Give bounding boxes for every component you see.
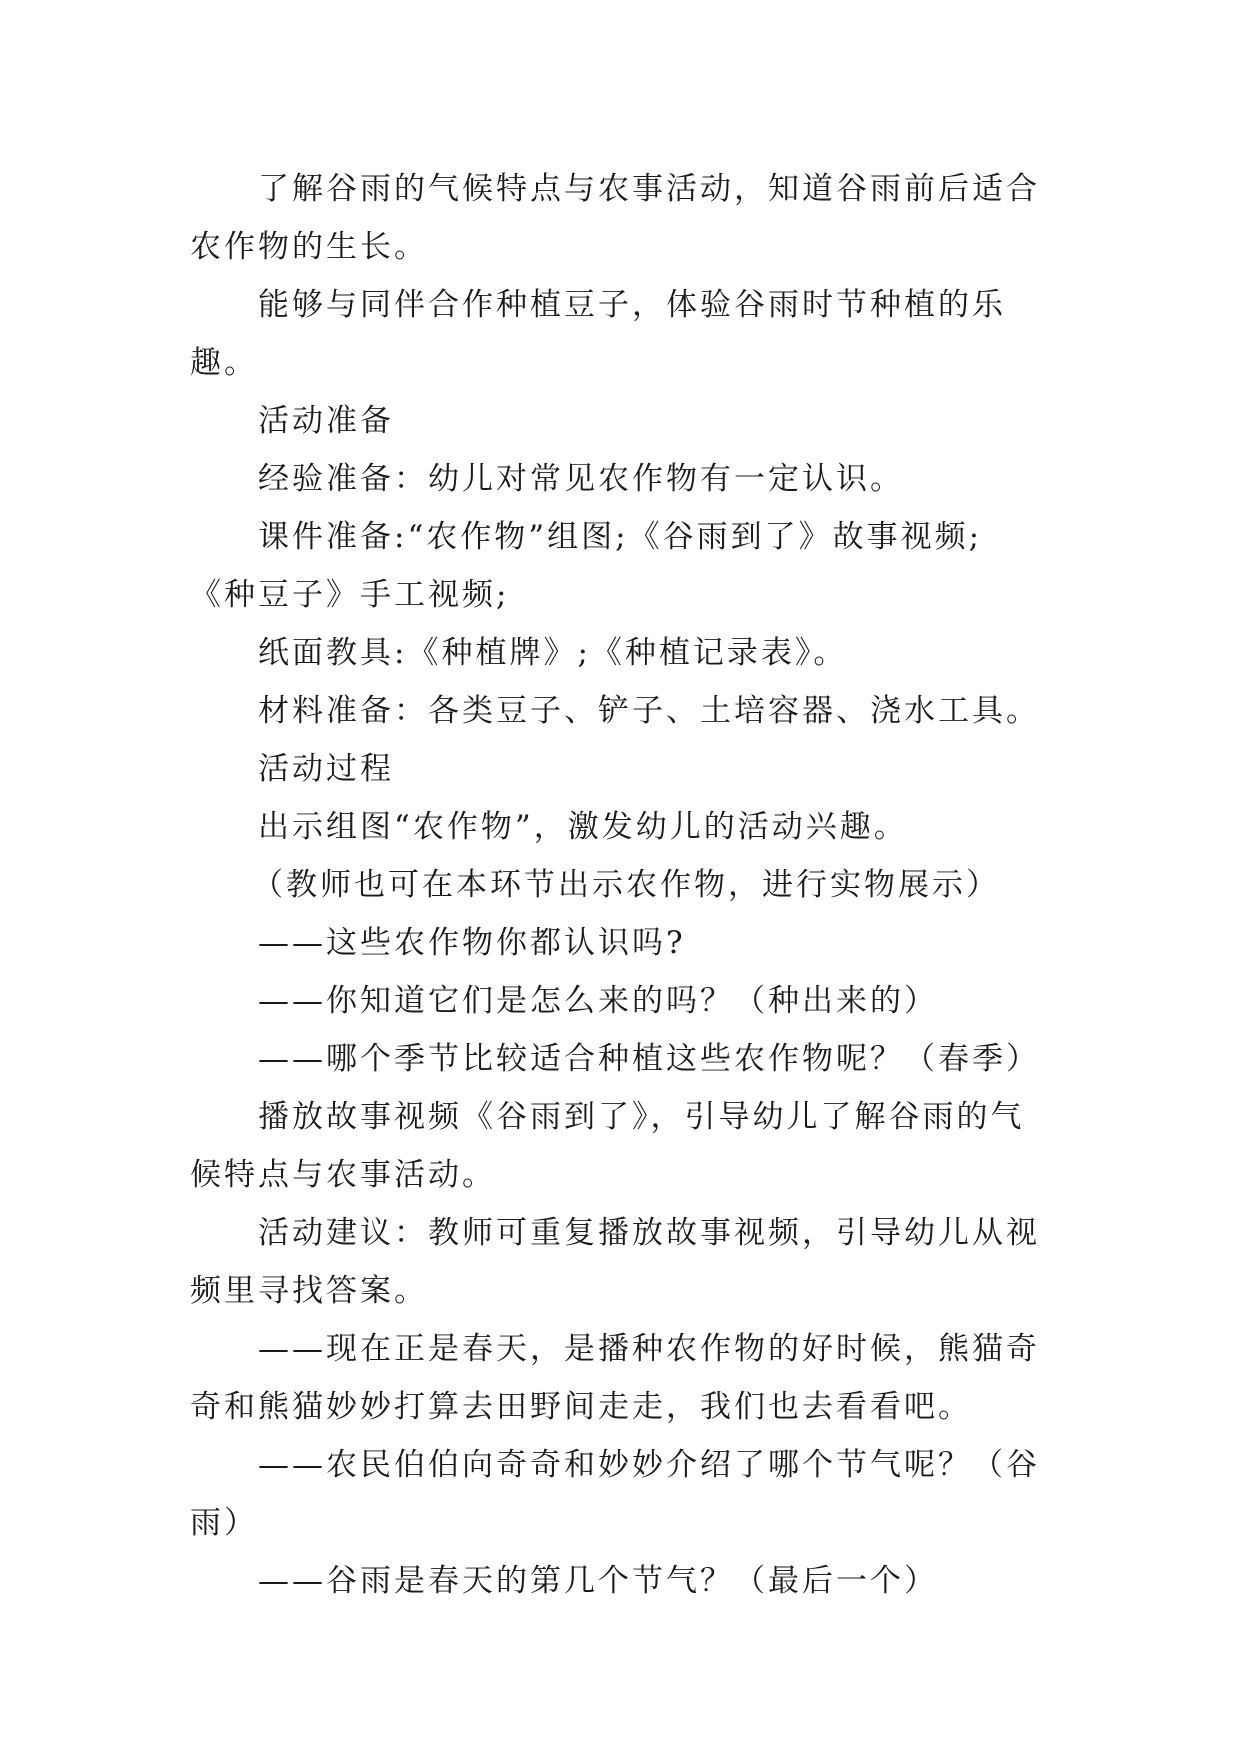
process-step-2: 播放故事视频《谷雨到了》，引导幼儿了解谷雨的气候特点与农事活动。	[190, 1099, 1025, 1193]
courseware-preparation: 课件准备:“农作物”组图;《谷雨到了》故事视频;《种豆子》手工视频;	[190, 519, 983, 613]
question-1: ——这些农作物你都认识吗?	[258, 925, 686, 961]
teacher-note: （教师也可在本环节出示农作物，进行实物展示）	[252, 867, 1000, 903]
experience-preparation: 经验准备：幼儿对常见农作物有一定认识。	[258, 461, 904, 497]
question-4: ——现在正是春天，是播种农作物的好时候，熊猫奇奇和熊猫妙妙打算去田野间走走，我们也去看看吧。	[190, 1331, 1040, 1425]
question-5: ——农民伯伯向奇奇和妙妙介绍了哪个节气呢？（谷雨）	[190, 1447, 1040, 1541]
materials-preparation: 材料准备：各类豆子、铲子、土培容器、浇水工具。	[258, 693, 1040, 729]
activity-suggestion: 活动建议：教师可重复播放故事视频，引导幼儿从视频里寻找答案。	[190, 1215, 1040, 1309]
teaching-aids-preparation: 纸面教具:《种植牌》;《种植记录表》。	[258, 635, 848, 671]
question-2: ——你知道它们是怎么来的吗？（种出来的）	[258, 983, 938, 1019]
question-6: ——谷雨是春天的第几个节气？（最后一个）	[258, 1563, 938, 1599]
question-3: ——哪个季节比较适合种植这些农作物呢？（春季）	[258, 1041, 1040, 1077]
process-step-1: 出示组图“农作物”，激发幼儿的活动兴趣。	[258, 809, 908, 845]
document-body	[190, 160, 1050, 1610]
objective-paragraph-1: 了解谷雨的气候特点与农事活动，知道谷雨前后适合农作物的生长。	[190, 171, 1040, 265]
section-heading-process: 活动过程	[258, 751, 394, 787]
objective-paragraph-2: 能够与同伴合作种植豆子，体验谷雨时节种植的乐趣。	[190, 287, 1006, 381]
section-heading-preparation: 活动准备	[258, 403, 394, 439]
